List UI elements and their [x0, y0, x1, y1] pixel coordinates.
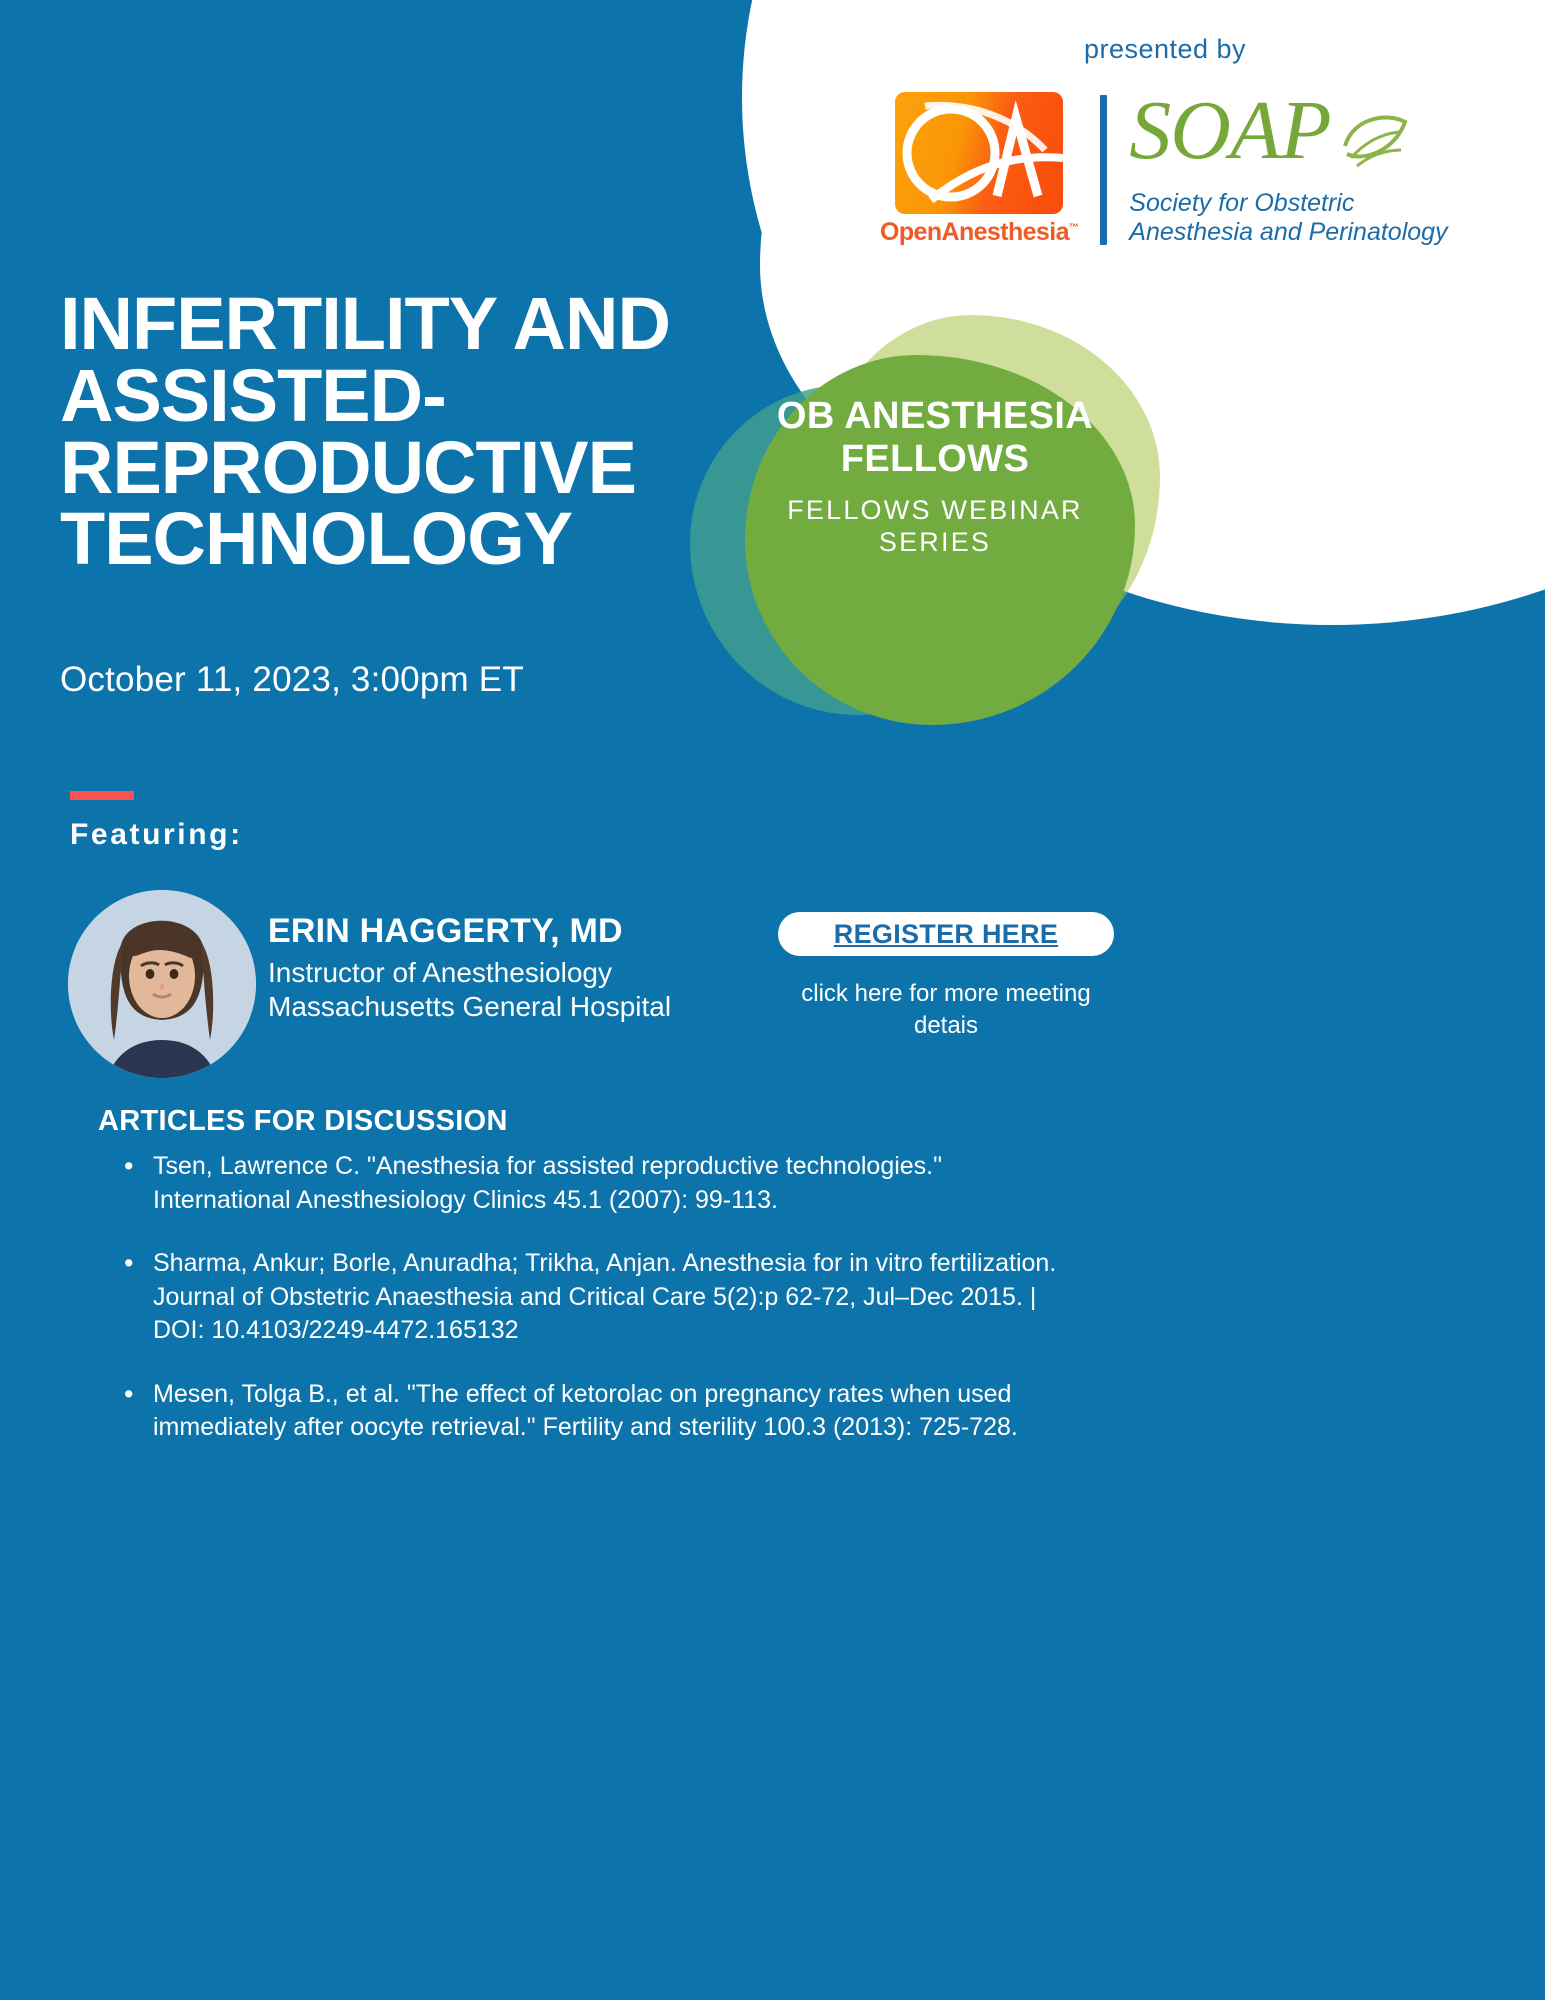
speaker-name: ERIN HAGGERTY, MD — [268, 912, 623, 950]
articles-heading: ARTICLES FOR DISCUSSION — [98, 1105, 508, 1137]
soap-subtitle — [1129, 189, 1447, 247]
soap-acronym: SOAP — [1129, 84, 1331, 178]
badge-subtitle: FELLOWS WEBINAR SERIES — [787, 495, 1083, 558]
event-date: October 11, 2023, 3:00pm ET — [60, 660, 524, 699]
presented-by-block — [845, 34, 1485, 65]
featuring-label: Featuring: — [70, 818, 243, 851]
list-item: • Mesen, Tolga B., et al. "The effect of ketorolac on pregnancy rates when used immediately after oocyte retrieval." Fertility and sterility 100.3 (2013): 725-728. — [120, 1378, 1065, 1445]
openanesthesia-logo — [880, 92, 1078, 247]
logo-divider — [1100, 95, 1107, 245]
sponsor-logo-row — [880, 84, 1448, 247]
soap-leaf-icon — [1335, 106, 1411, 187]
soap-subtitle-line-1: Society for Obstetric — [1129, 189, 1355, 218]
badge-title: OB ANESTHESIA FELLOWS — [776, 395, 1094, 480]
list-item: • Tsen, Lawrence C. "Anesthesia for assisted reproductive technologies." International Anesthesiology Clinics 45.1 (2007): 99-113. — [120, 1150, 1065, 1217]
presented-by-label: presented by — [1083, 34, 1247, 64]
fellows-badge-text — [735, 395, 1135, 559]
openanesthesia-wordmark: OpenAnesthesia™ — [880, 218, 1079, 246]
register-help-text: click here for more meeting detais — [801, 980, 1091, 1040]
speaker-info — [268, 912, 671, 1023]
avatar — [68, 890, 256, 1078]
register-here-button[interactable] — [778, 912, 1114, 956]
featuring-accent-bar — [70, 791, 134, 800]
speaker-role: Instructor of Anesthesiology — [268, 957, 612, 988]
list-item: • Sharma, Ankur; Borle, Anuradha; Trikha, Anjan. Anesthesia for in vitro fertilization. Journal of Obstetric Anaesthesia and Critical Care 5(2):p 62-72, Jul–Dec 2015. | DOI: 10.4103/2249-4472.165132 — [120, 1247, 1065, 1348]
articles-list — [120, 1150, 1065, 1475]
soap-logo — [1129, 84, 1448, 247]
speaker-organization: Massachusetts General Hospital — [268, 991, 672, 1022]
page-title: INFERTILITY AND ASSISTED-REPRODUCTIVE TECHNOLOGY — [60, 282, 670, 581]
soap-subtitle-line-2: Anesthesia and Perinatology — [1129, 218, 1448, 246]
register-here-label: REGISTER HERE — [833, 918, 1059, 949]
openanesthesia-mark-icon — [895, 92, 1063, 214]
